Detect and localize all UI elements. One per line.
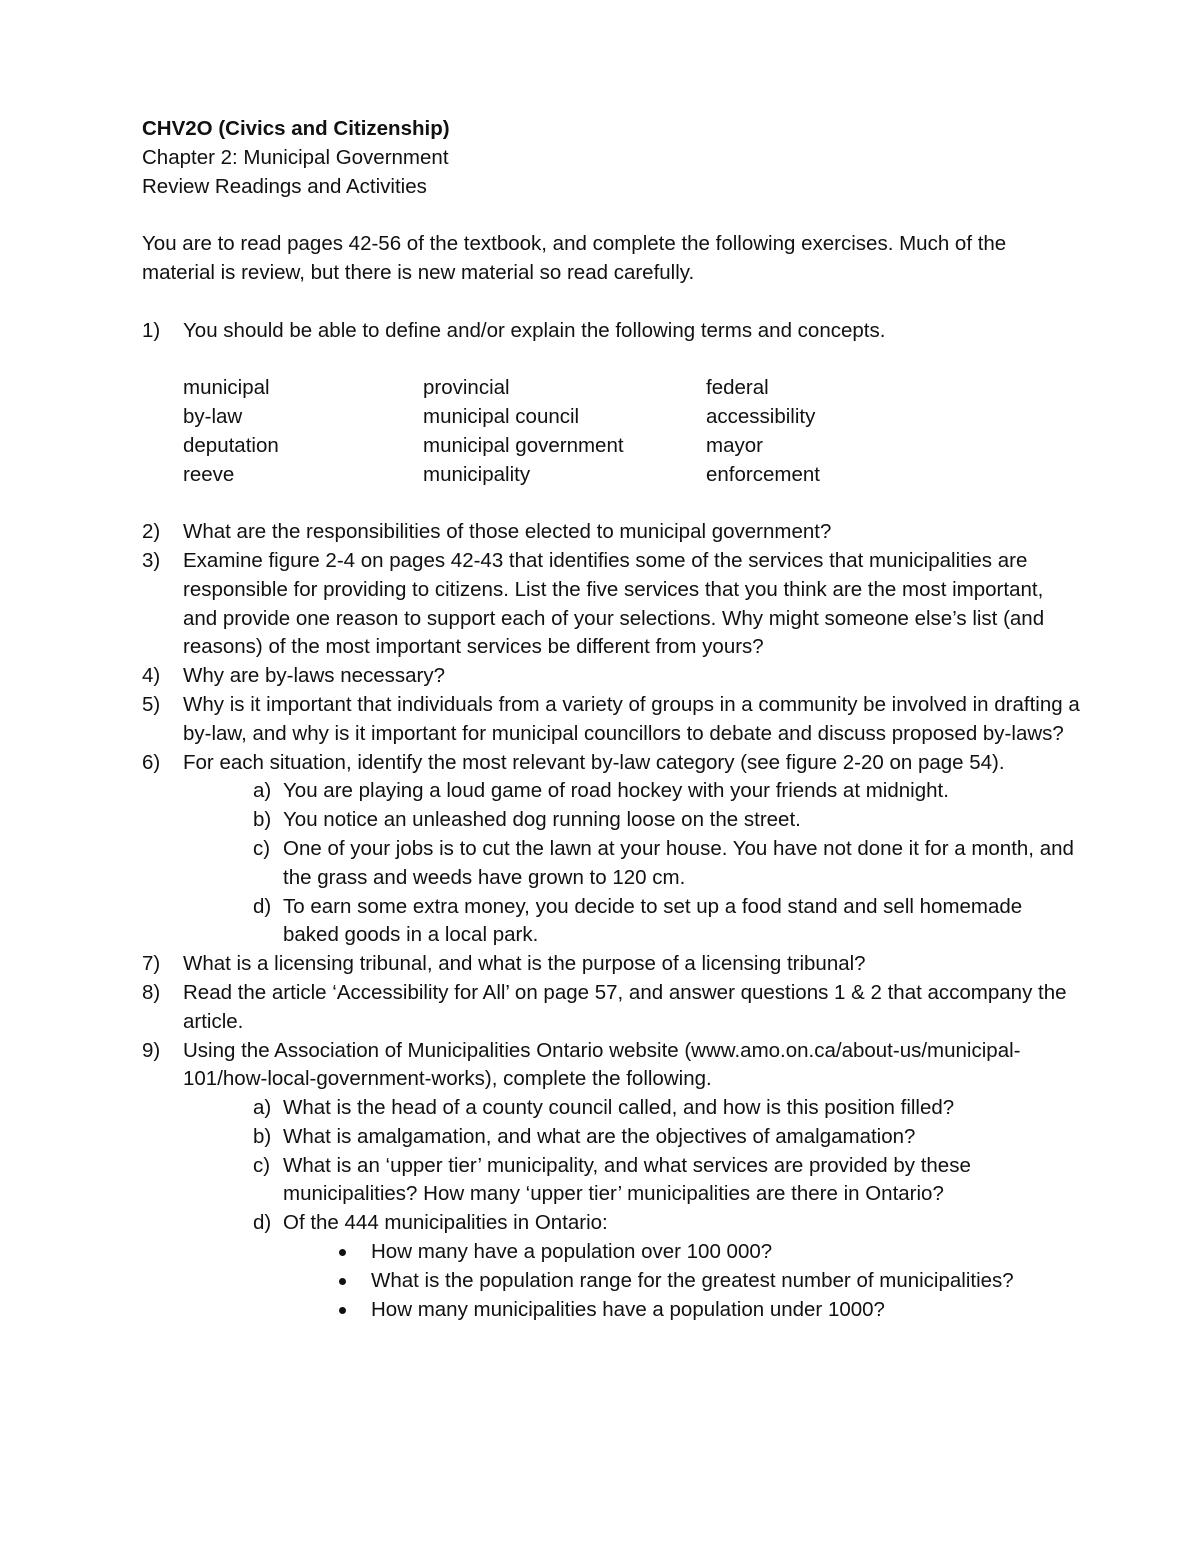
bullet-text: How many municipalities have a population under 1000? bbox=[371, 1297, 885, 1321]
bullet-icon bbox=[330, 1267, 371, 1296]
sub-text: What is an ‘upper tier’ municipality, and what services are provided by these municipalities? How many ‘upper tier’ municipalities are there in Ontario? bbox=[283, 1153, 971, 1206]
sub-text: You notice an unleashed dog running loose on the street. bbox=[283, 808, 801, 832]
sub-text: What is amalgamation, and what are the objectives of amalgamation? bbox=[283, 1124, 916, 1148]
sub-label: a) bbox=[253, 1096, 272, 1120]
bullet-text: What is the population range for the greatest number of municipalities? bbox=[371, 1268, 1014, 1292]
bullet-icon bbox=[330, 1296, 371, 1325]
bullet-item bbox=[330, 1296, 1082, 1325]
question-text: You should be able to define and/or explain the following terms and concepts. bbox=[183, 318, 886, 342]
question-7 bbox=[142, 950, 1082, 979]
question-text: Examine figure 2-4 on pages 42-43 that identifies some of the services that municipalities are responsible for providing to citizens. List the five services that you think are the most important, and provide one reason to support each of your selections. Why might someone else’s list (and reasons) of the most important services be different from yours? bbox=[183, 548, 1045, 659]
sub-label: b) bbox=[253, 1124, 272, 1148]
question-text: Why are by-laws necessary? bbox=[183, 664, 446, 688]
sub-question bbox=[242, 777, 1082, 806]
question-number: 9) bbox=[142, 1038, 161, 1062]
sub-question bbox=[242, 1123, 1082, 1152]
question-number: 1) bbox=[142, 318, 161, 342]
term: reeve bbox=[183, 462, 235, 486]
question-3 bbox=[142, 547, 1082, 662]
question-number: 4) bbox=[142, 664, 161, 688]
course-title: CHV2O (Civics and Citizenship) bbox=[142, 117, 450, 140]
question-number: 2) bbox=[142, 520, 161, 544]
question-text: Why is it important that individuals from a variety of groups in a community be involved in drafting a by-law, and why is it important for municipal councillors to debate and discuss proposed by-laws? bbox=[183, 692, 1080, 745]
question-text: What is a licensing tribunal, and what is the purpose of a licensing tribunal? bbox=[183, 952, 866, 976]
question-text: What are the responsibilities of those elected to municipal government? bbox=[183, 520, 832, 544]
document-page bbox=[142, 115, 1082, 1324]
term: enforcement bbox=[706, 462, 820, 486]
term: mayor bbox=[706, 433, 763, 457]
question-4 bbox=[142, 662, 1082, 691]
sub-text: What is the head of a county council called, and how is this position filled? bbox=[283, 1096, 955, 1120]
term: deputation bbox=[183, 433, 279, 457]
term: municipal bbox=[183, 376, 270, 400]
question-6 bbox=[142, 749, 1082, 778]
question-number: 5) bbox=[142, 692, 161, 716]
question-text: Read the article ‘Accessibility for All’ on page 57, and answer questions 1 & 2 that accompany the article. bbox=[183, 980, 1067, 1033]
sub-label: d) bbox=[253, 1211, 272, 1235]
bullet-icon bbox=[330, 1238, 371, 1267]
question-9 bbox=[142, 1037, 1082, 1095]
term: provincial bbox=[423, 376, 510, 400]
question-text: Using the Association of Municipalities Ontario website (www.amo.on.ca/about-us/municipal-101/how-local-government-works), complete the following. bbox=[183, 1038, 1021, 1091]
sub-question bbox=[242, 806, 1082, 835]
bullet-item bbox=[330, 1238, 1082, 1267]
question-1 bbox=[142, 317, 1082, 346]
question-number: 6) bbox=[142, 750, 161, 774]
bullet-text: How many have a population over 100 000? bbox=[371, 1240, 773, 1264]
chapter-title: Chapter 2: Municipal Government bbox=[142, 145, 449, 169]
term: municipal council bbox=[423, 404, 580, 428]
question-text: For each situation, identify the most relevant by-law category (see figure 2-20 on page 54). bbox=[183, 750, 1005, 774]
intro-paragraph: You are to read pages 42-56 of the textbook, and complete the following exercises. Much of the material is review, but there is new material so read carefully. bbox=[142, 232, 1007, 284]
term: federal bbox=[706, 376, 769, 400]
sub-label: c) bbox=[253, 836, 271, 860]
term: accessibility bbox=[706, 404, 816, 428]
sub-question bbox=[242, 893, 1082, 951]
question-5 bbox=[142, 691, 1082, 749]
sub-label: d) bbox=[253, 894, 272, 918]
term: municipality bbox=[423, 462, 531, 486]
terms-grid bbox=[183, 374, 1082, 489]
term: municipal government bbox=[423, 433, 624, 457]
sub-question bbox=[242, 835, 1082, 893]
question-number: 7) bbox=[142, 952, 161, 976]
sub-question bbox=[242, 1209, 1082, 1238]
sub-text: One of your jobs is to cut the lawn at your house. You have not done it for a month, and the grass and weeds have grown to 120 cm. bbox=[283, 836, 1074, 889]
question-number: 3) bbox=[142, 548, 161, 572]
sub-text: Of the 444 municipalities in Ontario: bbox=[283, 1211, 608, 1235]
question-number: 8) bbox=[142, 980, 161, 1004]
term: by-law bbox=[183, 404, 243, 428]
sub-question bbox=[242, 1094, 1082, 1123]
sub-label: a) bbox=[253, 779, 272, 803]
question-2 bbox=[142, 518, 1082, 547]
sub-text: You are playing a loud game of road hockey with your friends at midnight. bbox=[283, 779, 949, 803]
bullet-item bbox=[330, 1267, 1082, 1296]
question-8 bbox=[142, 979, 1082, 1037]
sub-label: c) bbox=[253, 1153, 271, 1177]
subtitle: Review Readings and Activities bbox=[142, 174, 427, 198]
sub-label: b) bbox=[253, 808, 272, 832]
sub-text: To earn some extra money, you decide to set up a food stand and sell homemade baked goods in a local park. bbox=[283, 894, 1023, 947]
sub-question bbox=[242, 1152, 1082, 1210]
